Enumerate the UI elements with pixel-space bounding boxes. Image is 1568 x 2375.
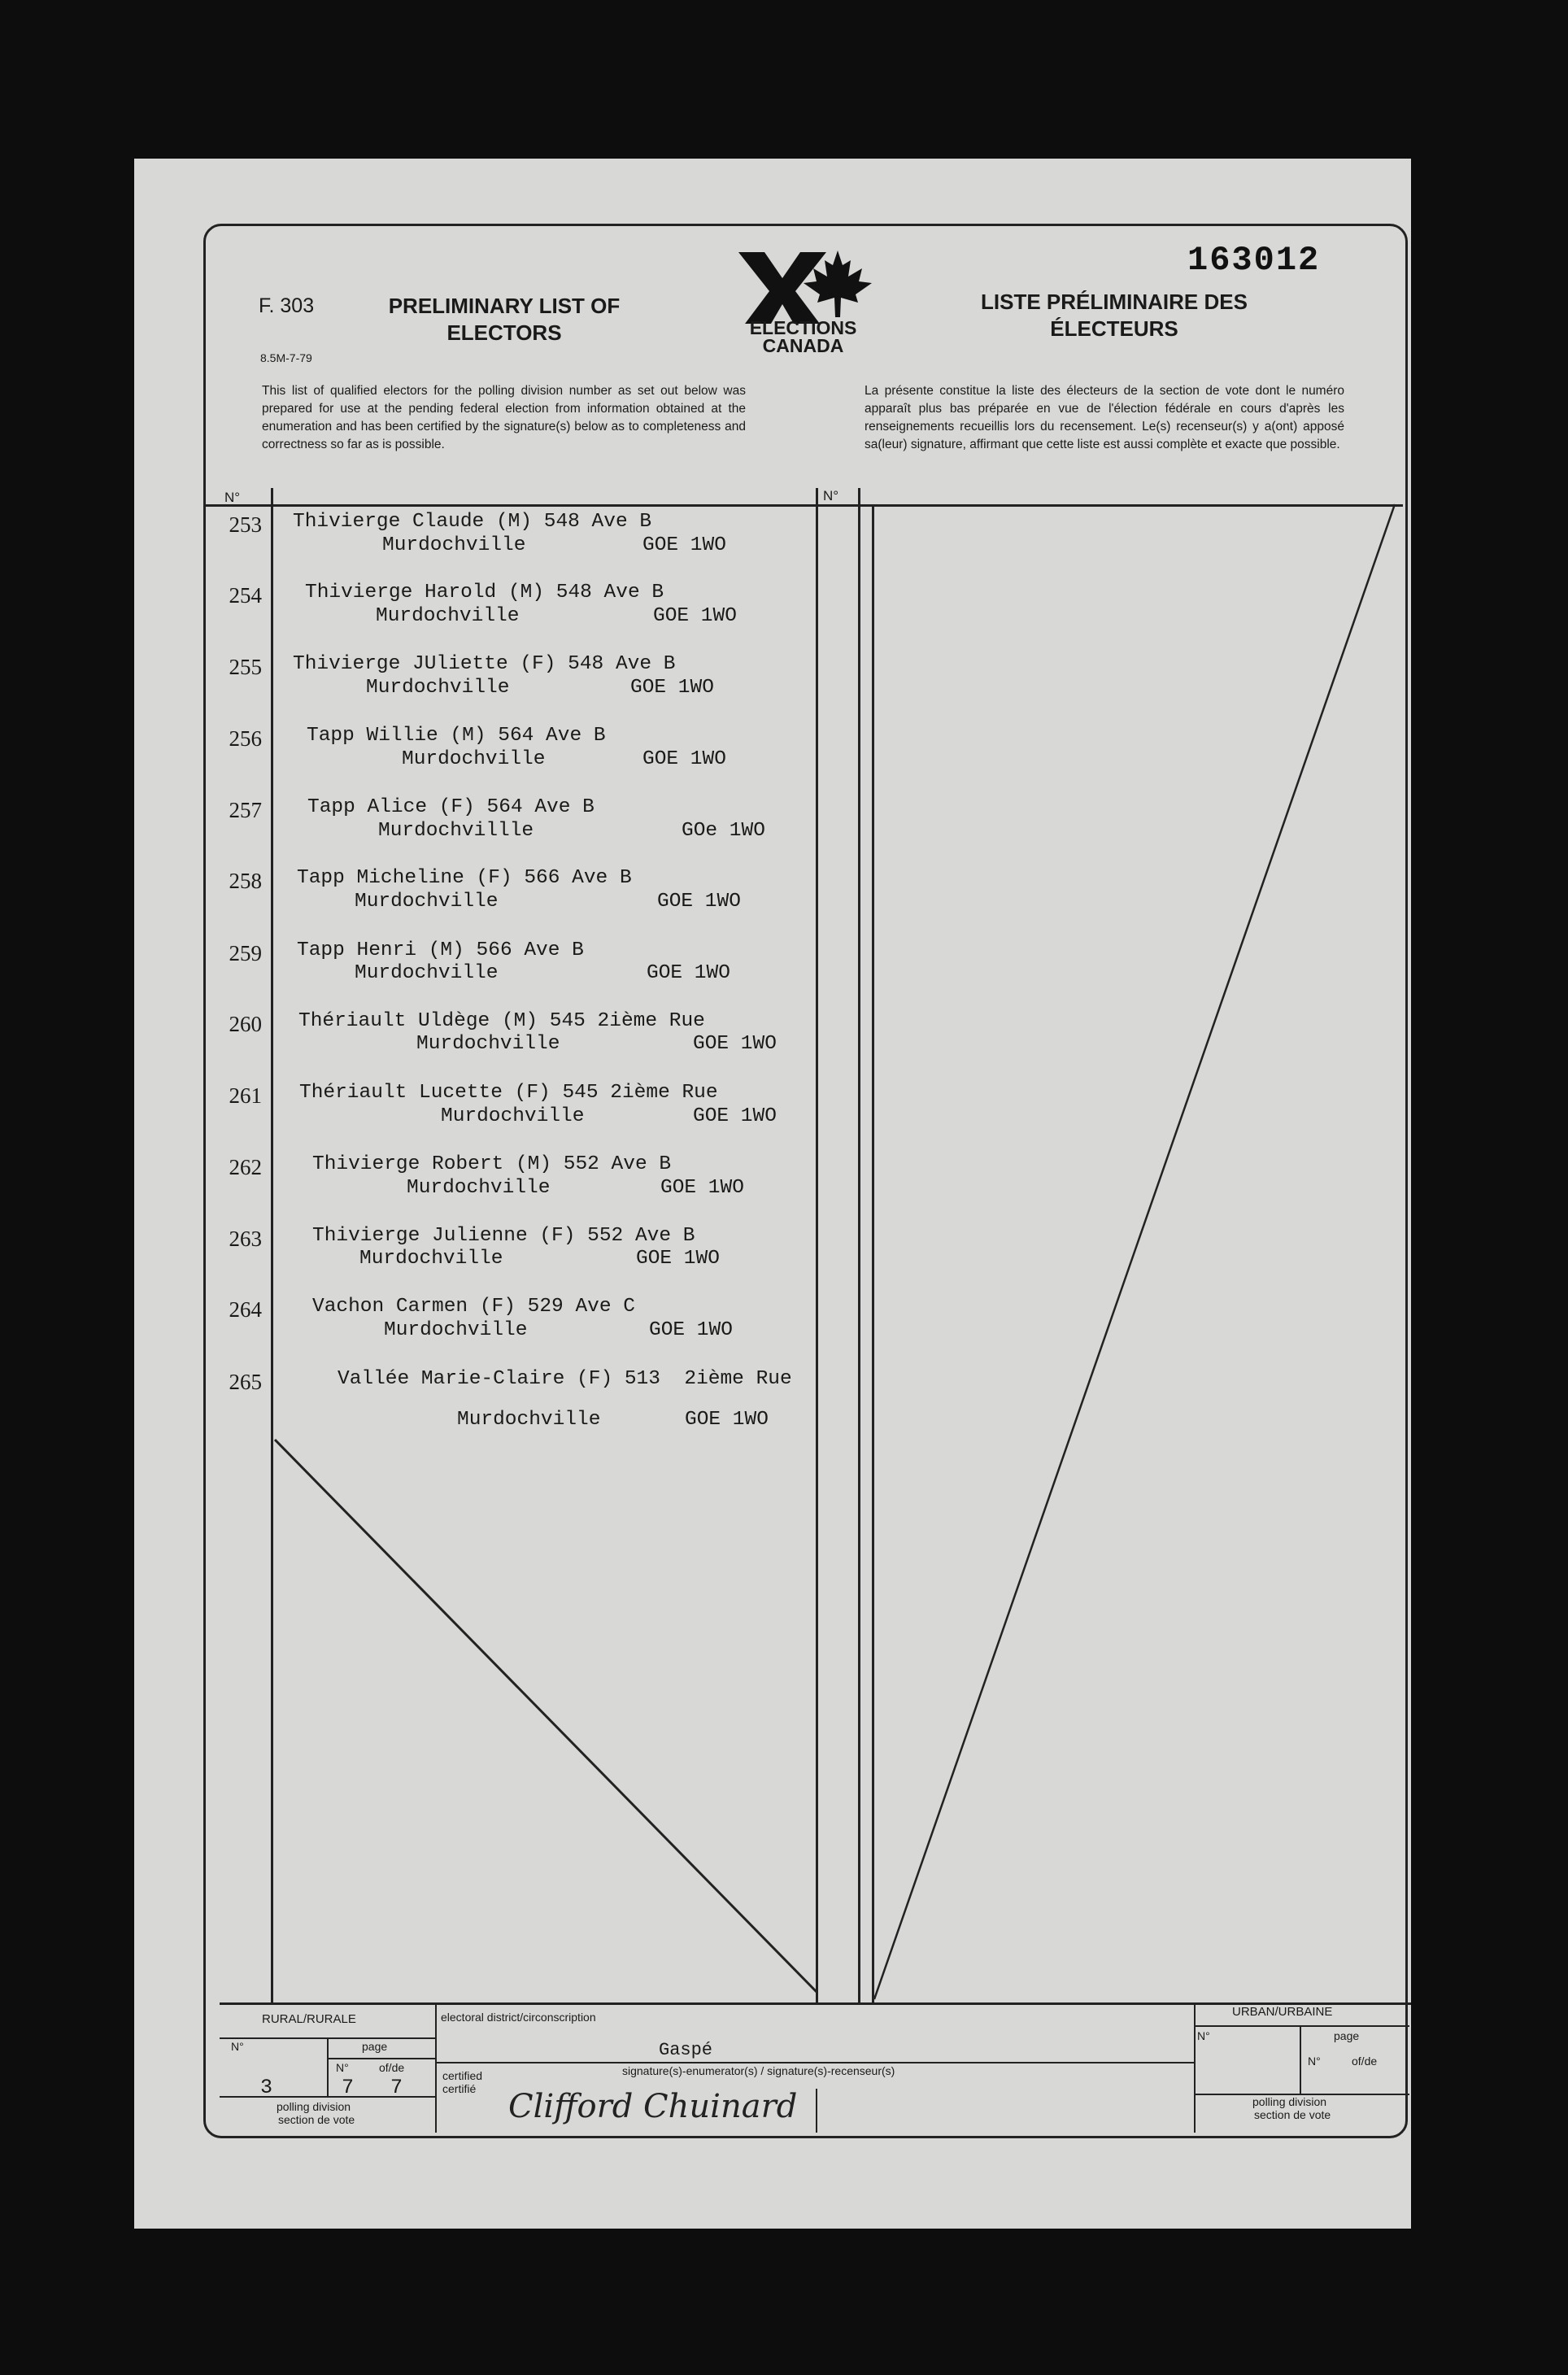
rural-bottom-rule bbox=[220, 2096, 435, 2098]
district-label: electoral district/circonscription bbox=[441, 2011, 596, 2024]
entry-line1: Thivierge Harold (M) 548 Ave B bbox=[305, 582, 664, 604]
logo-text: ELECTIONS CANADA bbox=[749, 317, 857, 356]
urban-section-de-vote-label: section de vote bbox=[1254, 2108, 1331, 2121]
entry-line1: Tapp Henri (M) 566 Ave B bbox=[297, 939, 584, 961]
intro-english: This list of qualified electors for the polling division number as set out below was prepared for use at the pending federal election from information obtained at the enumeration and has been certified by the signature(s) below as to completeness and correctness so far as is possible. bbox=[262, 384, 746, 451]
print-code: 8.5M-7-79 bbox=[260, 351, 312, 364]
entry-postal: GOE 1WO bbox=[630, 677, 714, 699]
entry-postal: GOE 1WO bbox=[693, 1033, 777, 1055]
entry-number: 264 bbox=[229, 1297, 262, 1322]
rural-page-label: page bbox=[362, 2040, 388, 2053]
column-no-left: N° bbox=[224, 490, 241, 505]
urban-inner-rule bbox=[1194, 2025, 1409, 2027]
entry-number: 257 bbox=[229, 798, 262, 822]
rural-no-label: N° bbox=[231, 2040, 244, 2053]
entry-line1: Thériault Lucette (F) 545 2ième Rue bbox=[299, 1082, 718, 1104]
page-of-value: 7 bbox=[390, 2076, 403, 2099]
entry-line1: Vallée Marie-Claire (F) 513 2ième Rue bbox=[338, 1368, 792, 1390]
urban-of-label: of/de bbox=[1352, 2055, 1378, 2068]
entry-number: 262 bbox=[229, 1155, 262, 1179]
entry-number: 255 bbox=[229, 655, 262, 679]
certifie-label: certifié bbox=[442, 2082, 477, 2095]
urban-page-rule bbox=[1300, 2027, 1301, 2094]
entry-number: 254 bbox=[229, 583, 262, 608]
entry-postal: GOe 1WO bbox=[682, 820, 765, 842]
title-french: LISTE PRÉLIMINAIRE DES ÉLECTEURS bbox=[981, 290, 1248, 341]
entry-postal: GOE 1WO bbox=[636, 1248, 720, 1270]
column-no-right: N° bbox=[823, 488, 839, 503]
entry-line2: Murdochville bbox=[355, 891, 499, 913]
entry-line2: Murdochville bbox=[366, 677, 510, 699]
certified-label: certified bbox=[442, 2069, 483, 2082]
entry-number: 265 bbox=[229, 1370, 262, 1394]
entry-postal: GOE 1WO bbox=[642, 534, 726, 556]
entry-number: 260 bbox=[229, 1012, 262, 1036]
entry-line1: Thivierge Julienne (F) 552 Ave B bbox=[312, 1225, 695, 1247]
entry-postal: GOE 1WO bbox=[685, 1409, 769, 1431]
entry-line2: Murdochville bbox=[355, 962, 499, 984]
entry-number: 261 bbox=[229, 1083, 262, 1108]
entry-number: 256 bbox=[229, 726, 262, 751]
entry-line2: Murdochville bbox=[457, 1409, 601, 1431]
entry-line1: Thivierge JUliette (F) 548 Ave B bbox=[293, 653, 676, 675]
entry-line2: Murdochville bbox=[376, 605, 520, 627]
urban-no-label: N° bbox=[1197, 2029, 1210, 2042]
intro-french: La présente constitue la liste des électeurs de la section de vote dont le numéro apparaît plus bas préparée en vue de l'élection fédérale en cours d'après les renseignements recueillis lors du recensement. Le(s) recenseur(s) y a(ont) apposé sa(leur) signature, affirmant que cette liste est aussi complète et exacte que possible. bbox=[865, 384, 1344, 451]
entry-line1: Thivierge Robert (M) 552 Ave B bbox=[312, 1153, 672, 1175]
entry-line1: Tapp Micheline (F) 566 Ave B bbox=[297, 867, 632, 889]
polling-number-value: 3 bbox=[260, 2076, 273, 2099]
footer-left-divider bbox=[435, 2002, 437, 2133]
polling-division-label: polling division bbox=[277, 2100, 351, 2113]
urban-page-label: page bbox=[1334, 2029, 1360, 2042]
rural-page-rule bbox=[327, 2037, 329, 2096]
entry-line2: Murdochville bbox=[407, 1177, 551, 1199]
entry-postal: GOE 1WO bbox=[642, 748, 726, 770]
footer-right-divider bbox=[1194, 2002, 1196, 2133]
entry-line1: Tapp Alice (F) 564 Ave B bbox=[307, 796, 595, 818]
district-value: Gaspé bbox=[659, 2040, 713, 2060]
form-number: F. 303 bbox=[259, 294, 315, 317]
section-de-vote-label: section de vote bbox=[278, 2113, 355, 2126]
entry-postal: GOE 1WO bbox=[693, 1105, 777, 1127]
entry-line1: Tapp Willie (M) 564 Ave B bbox=[307, 725, 606, 747]
entry-postal: GOE 1WO bbox=[660, 1177, 744, 1199]
entry-line2: Murdochville bbox=[382, 534, 526, 556]
enumerator-signature: Clifford Chuinard bbox=[508, 2088, 798, 2125]
right-strike-line bbox=[874, 504, 1395, 1999]
entry-postal: GOE 1WO bbox=[649, 1319, 733, 1341]
serial-number: 163012 bbox=[1187, 241, 1321, 280]
entry-line2: Murdochville bbox=[402, 748, 546, 770]
entry-number: 258 bbox=[229, 869, 262, 893]
entry-line1: Vachon Carmen (F) 529 Ave C bbox=[312, 1296, 635, 1318]
entry-number: 259 bbox=[229, 941, 262, 965]
rural-page-no-label: N° bbox=[336, 2061, 349, 2074]
entry-postal: GOE 1WO bbox=[657, 891, 741, 913]
entry-line2: Murdochville bbox=[384, 1319, 528, 1341]
urban-page-no-label: N° bbox=[1308, 2055, 1321, 2068]
entry-line1: Thériault Uldège (M) 545 2ième Rue bbox=[298, 1010, 705, 1032]
left-strike-line bbox=[275, 1440, 817, 1993]
entry-postal: GOE 1WO bbox=[653, 605, 737, 627]
entry-number: 263 bbox=[229, 1227, 262, 1251]
entry-postal: GOE 1WO bbox=[647, 962, 730, 984]
signature-divider bbox=[816, 2089, 817, 2133]
entry-line1: Thivierge Claude (M) 548 Ave B bbox=[293, 511, 652, 533]
rural-label: RURAL/RURALE bbox=[262, 2012, 356, 2026]
rural-page-subrule bbox=[327, 2058, 435, 2059]
entry-line2: Murdochville bbox=[441, 1105, 585, 1127]
urban-polling-division-label: polling division bbox=[1252, 2095, 1327, 2108]
footer-mid-rule bbox=[435, 2062, 1194, 2063]
rural-of-label: of/de bbox=[379, 2061, 405, 2074]
entry-line2: Murdochville bbox=[359, 1248, 503, 1270]
page-number-value: 7 bbox=[342, 2076, 355, 2099]
entry-line2: Murdochvillle bbox=[378, 820, 534, 842]
entry-number: 253 bbox=[229, 512, 262, 537]
entry-line2: Murdochville bbox=[416, 1033, 560, 1055]
title-english: PRELIMINARY LIST OF ELECTORS bbox=[388, 294, 621, 345]
urban-label: URBAN/URBAINE bbox=[1232, 2005, 1333, 2019]
signature-label: signature(s)-enumerator(s) / signature(s)-recenseur(s) bbox=[622, 2064, 895, 2077]
